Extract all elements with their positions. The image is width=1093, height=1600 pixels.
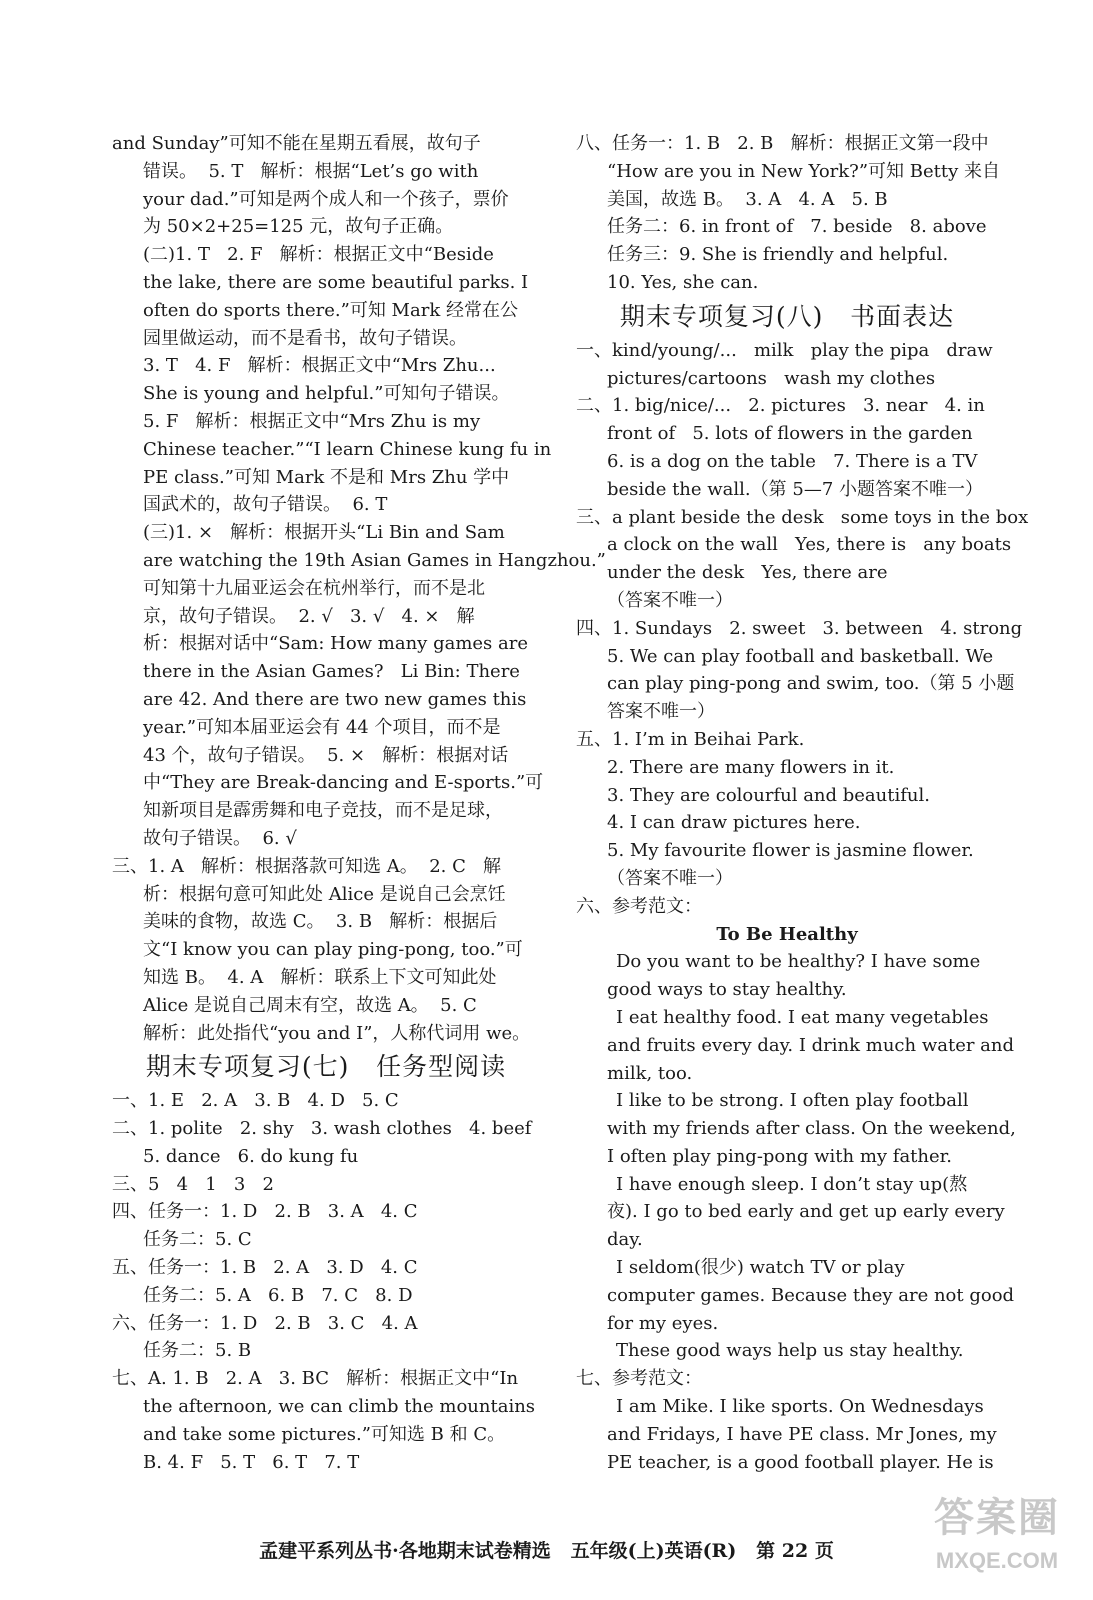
text-line: 国武术的，故句子错误。 6. T [143,494,388,516]
text-line: （答案不唯一） [607,867,733,889]
section-heading-8: 期末专项复习(八) 书面表达 [619,301,955,331]
text-line: there in the Asian Games? Li Bin: There [143,661,520,683]
text-line: for my eyes. [607,1312,719,1334]
text-line: 八、任务一：1. B 2. B 解析：根据正文第一段中 [576,133,989,154]
text-line: 六、参考范文： [576,895,702,917]
text-line: I seldom(很少) watch TV or play [616,1257,905,1279]
text-line: 2. There are many flowers in it. [607,756,895,778]
text-line: 三、1. A 解析：根据落款可知选 A。 2. C 解 [112,855,502,877]
text-line: and Fridays, I have PE class. Mr Jones, my [607,1423,997,1445]
text-line: milk, too. [607,1062,693,1084]
text-line: 5. dance 6. do kung fu [143,1145,359,1167]
text-line: are 42. And there are two new games this [143,688,527,710]
text-line: I eat healthy food. I eat many vegetables [616,1006,989,1028]
text-line: 5. F 解析：根据正文中“Mrs Zhu is my [143,410,481,432]
text-line: good ways to stay healthy. [607,979,847,1001]
text-line: She is young and helpful.”可知句子错误。 [143,383,510,405]
text-line: 可知第十九届亚运会在杭州举行，而不是北 [143,577,485,599]
sample-essays [576,948,1016,1476]
text-line: 错误。 5. T 解析：根据“Let’s go with [143,160,479,182]
text-line: B. 4. F 5. T 6. T 7. T [143,1451,360,1473]
text-line: a clock on the wall Yes, there is any boats [607,534,1012,556]
text-line: 故句子错误。 6. √ [143,827,297,849]
text-line: pictures/cartoons wash my clothes [607,367,936,389]
section-7-answers [112,1087,540,1476]
text-line: can play ping-pong and swim, too.（第 5 小题 [607,673,1015,695]
text-line: 二、1. big/nice/... 2. pictures 3. near 4. in [576,395,985,417]
text-line: 三、5 4 1 3 2 [112,1173,274,1195]
text-line: computer games. Because they are not good [607,1284,1015,1306]
text-line: 六、任务一：1. D 2. B 3. C 4. A [112,1312,418,1334]
text-line: 43 个，故句子错误。 5. × 解析：根据对话 [143,744,509,766]
text-line: 3. T 4. F 解析：根据正文中“Mrs Zhu... [143,355,496,377]
text-line: (二)1. T 2. F 解析：根据正文中“Beside [143,244,494,266]
text-line: 五、任务一：1. B 2. A 3. D 4. C [112,1257,418,1279]
text-line: 知选 B。 4. A 解析：联系上下文可知此处 [143,966,497,988]
text-line: 知新项目是霹雳舞和电子竞技，而不是足球， [143,800,503,822]
text-line: 一、1. E 2. A 3. B 4. D 5. C [112,1090,399,1112]
text-line: 七、A. 1. B 2. A 3. BC 解析：根据正文中“In [112,1368,519,1390]
text-line: and Sunday”可知不能在星期五看展，故句子 [112,133,481,154]
text-line: PE teacher, is a good football player. He is [607,1451,994,1473]
left-answers-continued [112,130,606,853]
section-8-answers [576,130,998,297]
text-line: 解析：此处指代“you and I”，人称代词用 we。 [143,1022,531,1044]
text-line: are watching the 19th Asian Games in Hangzhou.” [143,549,606,571]
text-line: 任务二：5. A 6. B 7. C 8. D [143,1284,413,1306]
text-line: the lake, there are some beautiful parks. I [143,271,529,293]
essay-title: To Be Healthy [716,923,858,945]
text-line: often do sports there.”可知 Mark 经常在公 [143,299,518,321]
text-line: 五、1. I’m in Beihai Park. [576,728,805,750]
text-line: with my friends after class. On the weekend, [607,1118,1016,1140]
text-line: 一、kind/young/... milk play the pipa draw [576,339,993,361]
text-line: 四、1. Sundays 2. sweet 3. between 4. strong [576,617,1023,639]
text-line: 6. is a dog on the table 7. There is a TV [607,450,978,472]
section-3-answers [112,853,540,1048]
left-column [112,130,606,1476]
text-line: 答案不唯一） [607,701,715,723]
text-line: your dad.”可知是两个成人和一个孩子，票价 [143,188,509,210]
text-line: 5. We can play football and basketball. We [607,645,994,667]
text-line: 10. Yes, she can. [607,271,759,293]
page-footer: 孟建平系列丛书·各地期末试卷精选 五年级(上)英语(R) 第 22 页 [259,1540,834,1562]
text-line: 任务二：5. B [143,1340,252,1362]
text-line: I like to be strong. I often play football [616,1090,969,1112]
text-line: 美味的食物，故选 C。 3. B 解析：根据后 [143,911,498,933]
text-line: 夜). I go to bed early and get up early every [607,1201,1005,1223]
text-line: 中“They are Break-dancing and E-sports.”可 [143,772,544,794]
text-line: I am Mike. I like sports. On Wednesdays [616,1396,984,1418]
text-line: 任务二：5. C [143,1229,252,1251]
text-line: Chinese teacher.”“I learn Chinese kung fu in [143,438,552,460]
text-line: I have enough sleep. I don’t stay up(熬 [616,1173,968,1195]
text-line: PE class.”可知 Mark 不是和 Mrs Zhu 学中 [143,466,510,488]
text-line: under the desk Yes, there are [607,562,888,584]
text-line: 七、参考范文： [576,1368,702,1390]
text-line: 析：根据对话中“Sam: How many games are [143,633,528,655]
text-line: 5. My favourite flower is jasmine flower. [607,840,974,862]
text-line: Alice 是说自己周末有空，故选 A。 5. C [143,994,477,1016]
text-line: 京，故句子错误。 2. √ 3. √ 4. × 解 [143,605,475,627]
text-line: beside the wall.（第 5—7 小题答案不唯一） [607,478,983,500]
text-line: 析：根据句意可知此处 Alice 是说自己会烹饪 [143,883,506,905]
section-heading-7: 期末专项复习(七) 任务型阅读 [145,1052,507,1082]
text-line: front of 5. lots of flowers in the garden [607,423,973,445]
text-line: 文“I know you can play ping-pong, too.”可 [143,939,523,961]
text-line: the afternoon, we can climb the mountains [143,1396,536,1418]
text-line: “How are you in New York?”可知 Betty 来自 [607,160,1000,182]
text-line: These good ways help us stay healthy. [616,1340,964,1362]
watermark-logo-text: 答案圈 [934,1496,1060,1540]
text-line: 四、任务一：1. D 2. B 3. A 4. C [112,1201,418,1223]
right-column [576,130,1029,1476]
text-line: 三、a plant beside the desk some toys in the box [576,506,1029,528]
text-line: 二、1. polite 2. shy 3. wash clothes 4. beef [112,1118,532,1140]
text-line: 3. They are colourful and beautiful. [607,784,930,806]
text-line: 为 50×2+25=125 元，故句子正确。 [143,216,454,238]
watermark-logo [912,1490,1082,1595]
text-line: (三)1. × 解析：根据开头“Li Bin and Sam [143,522,505,544]
watermark-url: MXQE.COM [935,1548,1059,1573]
text-line: and take some pictures.”可知选 B 和 C。 [143,1423,506,1445]
text-line: year.”可知本届亚运会有 44 个项目，而不是 [143,716,501,738]
text-line: and fruits every day. I drink much water and [607,1034,1015,1056]
text-line: 美国，故选 B。 3. A 4. A 5. B [607,188,888,210]
text-line: 任务三：9. She is friendly and helpful. [607,244,949,266]
writing-answers [576,337,1029,921]
text-line: 4. I can draw pictures here. [607,812,861,834]
text-line: 任务二：6. in front of 7. beside 8. above [607,216,987,238]
text-line: Do you want to be healthy? I have some [616,951,981,973]
text-line: （答案不唯一） [607,589,733,611]
text-line: I often play ping-pong with my father. [607,1145,952,1167]
text-line: day. [607,1229,643,1251]
text-line: 园里做运动，而不是看书，故句子错误。 [143,327,467,349]
